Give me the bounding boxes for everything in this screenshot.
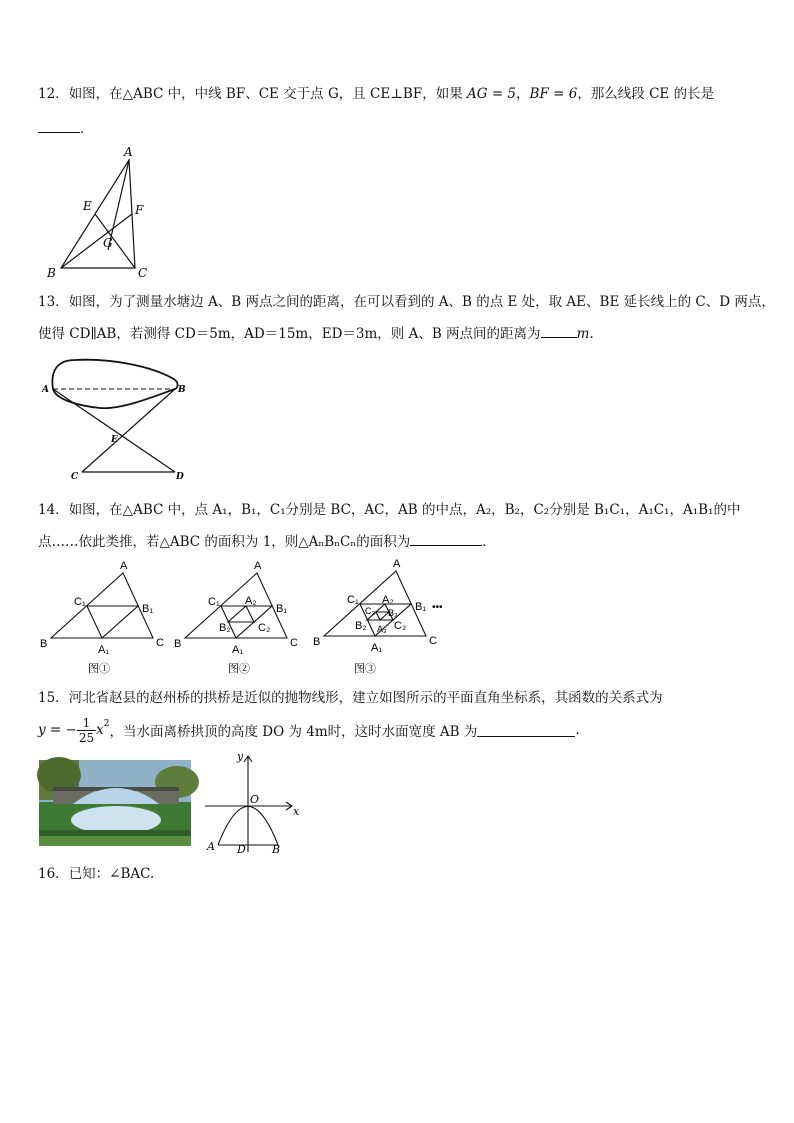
q13-text-2a: 使得 CD∥AB，若测得 CD＝5m，AD＝15m，ED＝3m，则 A、B 两点间的距离为 xyxy=(38,326,541,342)
q13-text-2b: m. xyxy=(576,326,594,342)
q12-ag: AG = 5 xyxy=(467,86,517,102)
q12-sep: ， xyxy=(516,86,530,102)
q14-fig2-label-a: A xyxy=(254,560,262,572)
q14-fig3-label-c1: C₁ xyxy=(347,594,359,606)
q13-label-e: E xyxy=(111,435,118,445)
q14-fig2-label-c1: C₁ xyxy=(208,596,220,608)
q14-text-1: 如图，在△ABC 中，点 A₁，B₁，C₁分别是 BC，AC，AB 的中点，A₂，B₂，C₂分别是 B₁C₁，A₁C₁，A₁B₁的中 xyxy=(68,502,741,518)
q14-text-2b: ． xyxy=(482,534,496,550)
q13-label-c: C xyxy=(71,472,79,482)
q14-fig2-caption: 图② xyxy=(228,663,250,675)
q14-fig1-label-a: A xyxy=(120,560,128,572)
q14-fig3-label-b3: B₃ xyxy=(388,608,398,618)
q15-exponent: 2 xyxy=(103,719,110,729)
q15-label-d: D xyxy=(237,843,246,856)
q12-label-c: C xyxy=(138,266,148,280)
q14-fig2-label-a1: A₁ xyxy=(232,644,244,656)
q12-label-g: G xyxy=(103,236,113,250)
q14-fig3-label-a2: A₂ xyxy=(382,594,394,606)
q14-fig1-label-a1: A₁ xyxy=(98,644,110,656)
q12-bf: BF = 6 xyxy=(529,86,578,102)
q13-number: 13． xyxy=(38,294,69,310)
q14-fig3-label-b1: B₁ xyxy=(415,601,427,613)
q16-line xyxy=(38,862,154,882)
q12-end: ． xyxy=(80,121,94,137)
q15-label-a: A xyxy=(207,840,215,853)
q12-text-a: 如图，在△ABC 中，中线 BF、CE 交于点 G，且 CE⊥BF，如果 xyxy=(68,86,467,102)
q14-fig3-label-a: A xyxy=(393,558,401,570)
q14-fig2-label-b: B xyxy=(174,638,182,650)
q14-fig1-label-c1: C₁ xyxy=(74,596,86,608)
q14-fig2-label-a2: A₂ xyxy=(245,595,257,607)
q14-fig3-label-a3: A₃ xyxy=(377,624,387,634)
q13-label-b: B xyxy=(178,385,186,395)
q14-number: 14． xyxy=(38,502,69,518)
q16-number: 16． xyxy=(38,866,69,882)
q15-frac-num: 1 xyxy=(77,716,96,731)
q14-fig3-label-c2: C₂ xyxy=(394,620,407,632)
q15-text-1: 河北省赵县的赵州桥的拱桥是近似的抛物线形，建立如图所示的平面直角坐标系，其函数的关系式为 xyxy=(68,690,663,706)
q15-label-b: B xyxy=(272,843,281,856)
q14-fig3-label-c: C xyxy=(429,635,437,647)
q14-fig3-label-a1: A₁ xyxy=(371,642,383,654)
q14-fig2-label-c: C xyxy=(290,637,298,649)
q14-text-2a: 点……依此类推，若△ABC 的面积为 1，则△AₙBₙCₙ的面积为 xyxy=(38,534,411,550)
q15-label-y: y xyxy=(237,750,244,763)
q12-label-b: B xyxy=(47,266,56,280)
q16-text: 已知：∠BAC. xyxy=(68,866,155,882)
q14-fig3-caption: 图③ xyxy=(354,663,376,675)
q15-y-eq: y = − xyxy=(38,722,77,738)
q12-label-f: F xyxy=(135,203,144,217)
q12-label-a: A xyxy=(124,145,133,159)
q15-label-o: O xyxy=(250,793,260,806)
q13-label-a: A xyxy=(42,385,49,395)
q12-label-e: E xyxy=(83,199,92,213)
q13-label-d: D xyxy=(176,472,184,482)
q14-fig2-label-c2: C₂ xyxy=(258,622,271,634)
q15-text-2a: ，当水面离桥拱顶的高度 DO 为 4m时，这时水面宽度 AB 为 xyxy=(109,724,478,740)
q15-frac-den: 25 xyxy=(78,730,95,745)
q14-fig1-label-b1: B₁ xyxy=(142,603,154,615)
q14-fig2-label-b2: B₂ xyxy=(219,622,231,634)
q15-text-2b: . xyxy=(575,722,580,738)
q14-fig1-caption: 图① xyxy=(88,663,110,675)
q14-fig3-label-b2: B₂ xyxy=(355,620,367,632)
q15-number: 15． xyxy=(38,690,69,706)
q15-label-x: x xyxy=(293,805,300,818)
q15-x: x xyxy=(96,722,104,738)
q14-fig3-label-b: B xyxy=(313,636,321,648)
q14-fig1-label-c: C xyxy=(156,637,164,649)
q13-text-1: 如图，为了测量水塘边 A、B 两点之间的距离，在可以看到的 A、B 的点 E 处，取 AE、BE 延长线上的 C、D 两点， xyxy=(68,294,775,310)
q14-fig3-label-c3: C₃ xyxy=(365,606,376,616)
q14-fig3-ellipsis: ••• xyxy=(432,602,443,613)
q14-fig1-label-b: B xyxy=(40,638,48,650)
q12-number: 12． xyxy=(38,86,69,102)
q12-text-b: ，那么线段 CE 的长是 xyxy=(577,86,715,102)
q14-fig2-label-b1: B₁ xyxy=(276,603,288,615)
